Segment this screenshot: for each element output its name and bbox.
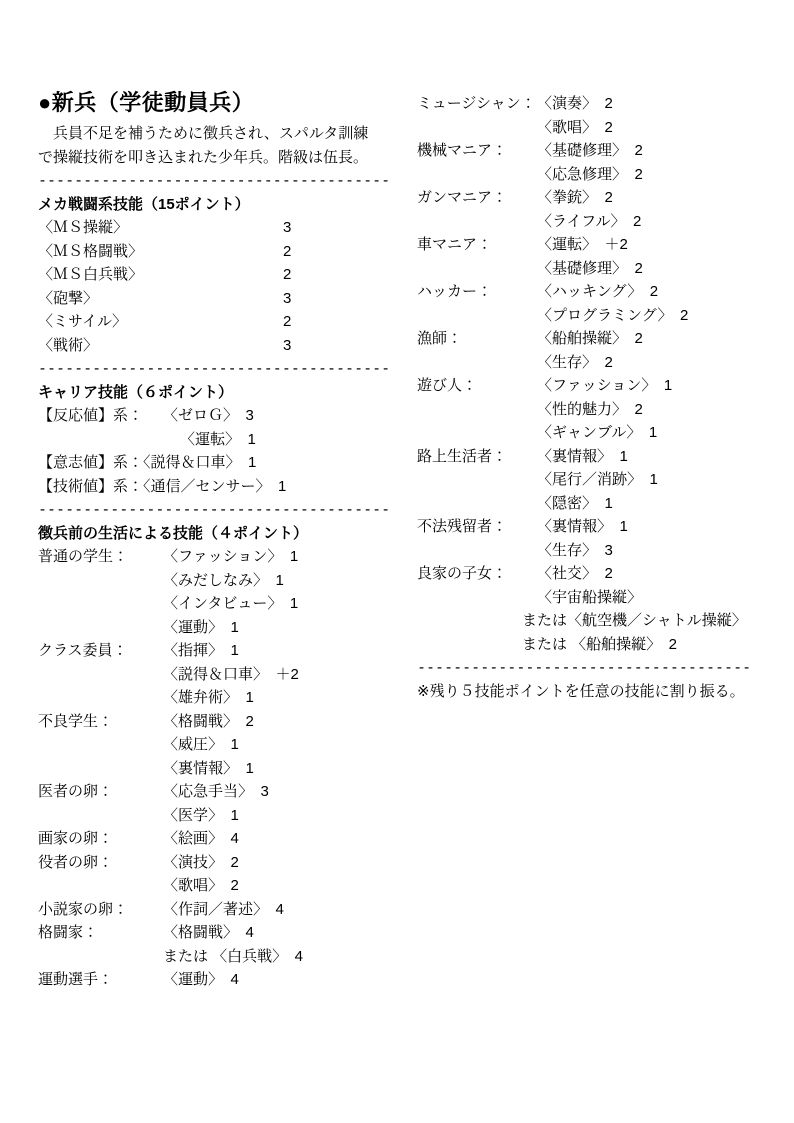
skill-entry: 〈演技〉 2 (163, 853, 239, 871)
occupation-label (417, 163, 537, 187)
life-skill-row (38, 757, 396, 781)
life-skill-row (417, 633, 765, 657)
life-skill-row (38, 663, 396, 687)
skill-entry: 〈格闘戦〉 4 (163, 924, 254, 941)
skill-entry: 〈船舶操縦〉 2 (537, 330, 643, 347)
occupation-label: 漁師： (417, 330, 463, 347)
skill-value: 3 (283, 219, 292, 236)
occupation-label: 画家の卵： (38, 830, 114, 847)
occupation-label: クラス委員： (38, 642, 128, 659)
life-skill-row (38, 569, 396, 593)
skill-entry: 〈応急修理〉 2 (537, 165, 643, 183)
life-skill-row (417, 233, 765, 257)
intro-paragraph-line-1: 兵員不足を補うために徴兵され、スパルタ訓練 (38, 125, 369, 142)
life-skill-row (38, 616, 396, 640)
life-skill-row (417, 539, 765, 563)
occupation-label (38, 569, 163, 593)
occupation-label (38, 616, 163, 640)
skill-entry: 〈裏情報〉 1 (163, 759, 254, 777)
occupation-label: ガンマニア： (417, 189, 508, 206)
mecha-skill-row (38, 310, 396, 334)
life-skill-row (417, 421, 765, 445)
career-skill-row (38, 404, 396, 428)
skill-value: 2 (283, 266, 292, 283)
life-skill-row (417, 304, 765, 328)
life-skill-list-left (38, 545, 396, 992)
life-skill-row (417, 562, 765, 586)
mecha-skill-row (38, 334, 396, 358)
skill-value: 2 (283, 242, 292, 260)
life-skill-row (417, 327, 765, 351)
skill-entry: または 〈白兵戦〉 4 (163, 947, 304, 965)
life-skill-row (38, 968, 396, 992)
career-skills-header: キャリア技能（６ポイント） (38, 383, 234, 401)
page-title: ●新兵（学徒動員兵） (38, 90, 255, 115)
life-skill-row (38, 592, 396, 616)
skill-entry: 〈ギャンブル〉 1 (537, 424, 658, 441)
skill-entry: 〈基礎修理〉 2 (537, 142, 643, 159)
life-skill-row (38, 804, 396, 828)
occupation-label (417, 539, 537, 563)
skill-name: 〈戦術〉 (38, 336, 99, 354)
skill-entry: 〈基礎修理〉 2 (537, 259, 643, 277)
occupation-label: ハッカー： (417, 283, 493, 300)
occupation-label: 遊び人： (417, 377, 478, 394)
skill-name: 〈砲撃〉 (38, 289, 99, 307)
skill-value: 3 (283, 336, 292, 354)
occupation-label: 機械マニア： (417, 142, 508, 159)
occupation-label (38, 592, 163, 616)
skill-entry: 〈説得＆口車〉 ＋2 (163, 665, 299, 683)
occupation-label (38, 686, 163, 710)
skill-entry: 〈絵画〉 4 (163, 830, 239, 847)
skill-name: 〈ＭＳ操縦〉 (38, 219, 129, 236)
life-skill-row (417, 139, 765, 163)
intro-paragraph-line-2: で操縦技術を叩き込まれた少年兵。階級は伍長。 (38, 148, 369, 166)
skill-entry: 〈医学〉 1 (163, 806, 239, 824)
skill-entry: 〈拳銃〉 2 (537, 189, 613, 206)
remaining-points-footnote: ※残り５技能ポイントを任意の技能に割り振る。 (417, 682, 745, 700)
life-skill-row (38, 780, 396, 804)
mecha-skill-row (38, 263, 396, 287)
skill-entry: 〈ファッション〉 1 (537, 377, 673, 394)
occupation-label: 格闘家： (38, 924, 99, 941)
life-skill-row (38, 710, 396, 734)
occupation-label (417, 468, 537, 492)
skill-entry: 〈宇宙船操縦〉 (537, 588, 643, 606)
skill-value: 2 (283, 313, 292, 330)
skill-entry: 〈みだしなみ〉 1 (163, 571, 284, 589)
dashed-divider: --------------------------------------- (38, 500, 391, 518)
life-skill-row (38, 827, 396, 851)
life-skill-row (417, 586, 765, 610)
occupation-label (417, 304, 537, 328)
life-skills-header: 徴兵前の生活による技能（４ポイント） (38, 524, 309, 542)
dashed-divider: ------------------------------------- (417, 658, 752, 676)
occupation-label (417, 351, 537, 375)
occupation-label (38, 663, 163, 687)
occupation-label: 不良学生： (38, 712, 114, 730)
occupation-label (38, 757, 163, 781)
career-skill-row: 【技術値】系：〈通信／センサー〉 1 (38, 477, 287, 495)
skill-entry: 〈歌唱〉 2 (537, 118, 613, 136)
skill-entry: 〈運転〉 ＋2 (537, 236, 628, 253)
skill-entry: 〈裏情報〉 1 (537, 447, 628, 465)
skill-entry: 〈隠密〉 1 (537, 494, 613, 512)
skill-name: 〈ミサイル〉 (38, 313, 127, 330)
life-skill-row (38, 686, 396, 710)
skill-entry: 〈格闘戦〉 2 (163, 712, 254, 730)
occupation-label (417, 116, 537, 140)
left-column (38, 88, 396, 992)
skill-name: 〈ＭＳ白兵戦〉 (38, 266, 144, 283)
mecha-skill-row (38, 216, 396, 240)
occupation-label: 車マニア： (417, 236, 493, 253)
life-skill-row (417, 163, 765, 187)
occupation-label: 医者の卵： (38, 783, 114, 800)
life-skill-row (38, 921, 396, 945)
skill-entry: 〈生存〉 2 (537, 353, 613, 371)
skill-entry: 〈歌唱〉 2 (163, 877, 239, 894)
skill-entry: 〈インタビュー〉 1 (163, 595, 299, 612)
skill-entry: 〈作詞／著述〉 4 (163, 900, 284, 918)
life-skill-row (417, 210, 765, 234)
career-stat-label: 【反応値】系： (38, 407, 144, 424)
career-skill-value: 〈ゼロＧ〉 3 (163, 407, 254, 424)
occupation-label: 良家の子女： (417, 565, 508, 582)
life-skill-row (38, 898, 396, 922)
career-skill-row: 【意志値】系：〈説得＆口車〉 1 (38, 454, 257, 471)
life-skill-row (38, 639, 396, 663)
mecha-skill-row (38, 287, 396, 311)
occupation-label (417, 586, 537, 610)
skill-entry: または 〈船舶操縦〉 2 (522, 635, 678, 653)
occupation-label: 普通の学生： (38, 548, 129, 565)
life-skill-row (38, 851, 396, 875)
occupation-label: 役者の卵： (38, 853, 114, 871)
occupation-label: ミュージシャン： (417, 95, 536, 112)
skill-entry: 〈応急手当〉 3 (163, 783, 269, 800)
life-skill-row (38, 874, 396, 898)
skill-value: 3 (283, 289, 292, 307)
occupation-label: 運動選手： (38, 971, 114, 988)
skill-entry: 〈社交〉 2 (537, 565, 613, 582)
life-skill-row (417, 186, 765, 210)
life-skill-row (417, 351, 765, 375)
skill-entry: 〈威圧〉 1 (163, 736, 239, 753)
occupation-label: 不法残留者： (417, 518, 508, 535)
occupation-label (38, 945, 163, 969)
skill-entry: 〈ライフル〉 2 (537, 212, 642, 230)
occupation-label: 路上生活者： (417, 447, 508, 465)
life-skill-row (417, 609, 765, 633)
life-skill-row (417, 492, 765, 516)
skill-entry: 〈雄弁術〉 1 (163, 689, 254, 706)
life-skill-row (417, 280, 765, 304)
dashed-divider: --------------------------------------- (38, 359, 391, 377)
skill-entry: 〈指揮〉 1 (163, 642, 239, 659)
occupation-label (417, 492, 537, 516)
life-skill-row (38, 545, 396, 569)
occupation-label: 小説家の卵： (38, 900, 129, 918)
life-skill-list-right (417, 92, 765, 656)
occupation-label (417, 210, 537, 234)
skill-entry: 〈演奏〉 2 (537, 95, 613, 112)
skill-entry: 〈運動〉 1 (163, 618, 239, 636)
career-skill-row: 〈運転〉 1 (180, 430, 256, 448)
occupation-label (417, 398, 537, 422)
occupation-label (417, 257, 537, 281)
skill-entry: 〈プログラミング〉 2 (537, 306, 689, 324)
right-column (417, 92, 765, 703)
life-skill-row (417, 468, 765, 492)
mecha-skills-header: メカ戦闘系技能（15ポイント） (38, 195, 250, 213)
life-skill-row (417, 92, 765, 116)
life-skill-row (417, 374, 765, 398)
skill-entry: 〈ファッション〉 1 (163, 548, 299, 565)
life-skill-row (417, 515, 765, 539)
life-skill-row (417, 398, 765, 422)
occupation-label (417, 421, 537, 445)
mecha-skill-row (38, 240, 396, 264)
life-skill-row (417, 257, 765, 281)
life-skill-row (417, 445, 765, 469)
mecha-skill-list (38, 216, 396, 357)
skill-entry: または〈航空機／シャトル操縦〉 (522, 612, 747, 629)
occupation-label (38, 804, 163, 828)
life-skill-row (38, 733, 396, 757)
skill-entry: 〈ハッキング〉 2 (537, 283, 659, 300)
occupation-label (38, 874, 163, 898)
life-skill-row (417, 116, 765, 140)
skill-entry: 〈裏情報〉 1 (537, 518, 628, 535)
occupation-label (38, 733, 163, 757)
skill-name: 〈ＭＳ格闘戦〉 (38, 242, 144, 260)
life-skill-row (38, 945, 396, 969)
skill-entry: 〈運動〉 4 (163, 971, 239, 988)
skill-entry: 〈尾行／消跡〉 1 (537, 471, 658, 488)
skill-entry: 〈性的魅力〉 2 (537, 400, 643, 418)
skill-entry: 〈生存〉 3 (537, 541, 613, 559)
dashed-divider: --------------------------------------- (38, 171, 391, 189)
